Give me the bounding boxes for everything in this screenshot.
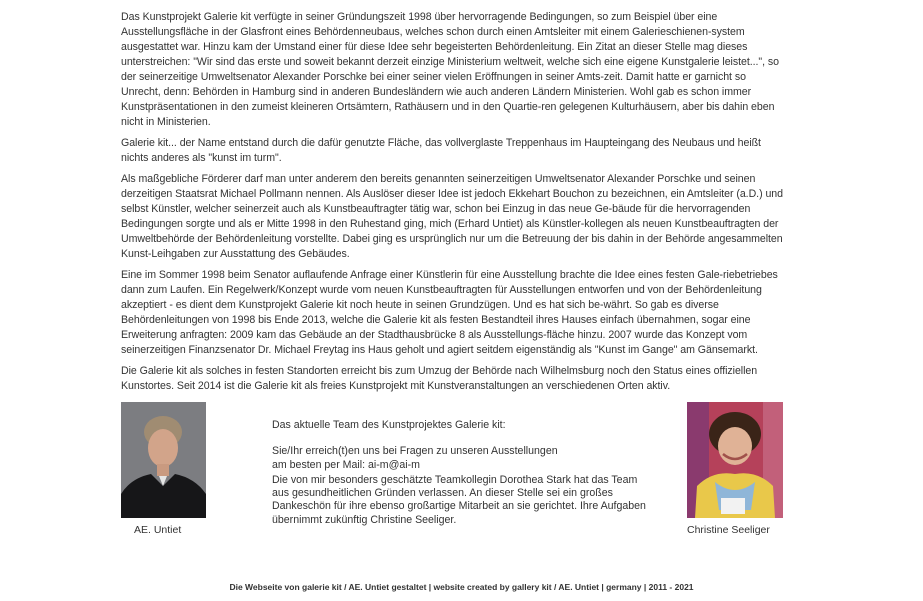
team-section [0, 401, 923, 546]
portrait-man-icon [121, 402, 206, 518]
team-info [272, 419, 652, 527]
article-body [121, 10, 786, 400]
team-farewell: Die von mir besonders geschätzte Teamkollegin Dorothea Stark hat das Team aus gesundheitlichen Gründen verlassen. An dieser Stelle sei ein großes Dankeschön für ihre ebenso großartige Mitarbeit an sie gerichtet. Ihre Aufgaben übernimmt zukünftig Christine Seeliger. [272, 473, 646, 526]
caption-ae-untiet: AE. Untiet [134, 524, 182, 536]
team-heading: Das aktuelle Team des Kunstprojektes Galerie kit: [272, 419, 506, 431]
paragraph-founding: Das Kunstprojekt Galerie kit verfügte in seiner Gründungszeit 1998 über hervorragende Bedingungen, so zum Beispiel über eine Ausstellungsfläche in der Glasfront eines Behördenneubaus, welches schon durch einen Amtsleiter mit einem Galerieschienen-system ausgestattet war. Hinzu kam der Umstand einer für diese Idee sehr begeisterten Behördenleitung. Ein Zitat an dieser Stelle mag dieses unterstreichen: "Wir sind das erste und soweit bekannt derzeit einzige Ministerium weltweit, welche sich eine eigene Kunstgalerie leistet...", so der seinerzeitige Umweltsenator Alexander Porschke bei einer seiner vielen Eröffnungen in seiner Amts-zeit. Damit hatte er garnicht so Unrecht, denn: Behörden in Hamburg sind in anderen Bundesländern wie auch anderen Ländern Ministerien. Wohl gab es schon immer Kunstpräsentationen in den zumeist kleineren Ortsämtern, Rathäusern und in den Quartie-ren gelegenen Kulturhäusern, aber bis dahin eben nicht in Ministerien. [121, 11, 780, 128]
paragraph-gallery-operation: Eine im Sommer 1998 beim Senator auflaufende Anfrage einer Künstlerin für eine Ausstellung brachte die Idee eines festen Gale-riebetriebes dann zum Laufen. Ein Regelwerk/Konzept wurde vom neuen Kunstbeauftragten für Ausstellungen entworfen und von der Behördenleitung akzeptiert - es dient dem Kunstprojekt Galerie kit noch heute in seinen Grundzügen. Und es hat sich be-währt. So gab es diverse Behördenleitungen von 1998 bis Ende 2013, welche die Galerie kit als festen Bestandteil ihres Hauses einfach übernahmen, sogar eine Erweiterung anfragten: 2009 kam das Gebäude an der Stadthausbrücke 8 als Ausstellungs-fläche hinzu. 2007 wurde das Konzept vom seinerzeitigen Finanzsenator Dr. Michael Freytag ins Haus geholt und agiert seitdem eigenständig als "Kunst im Gange" am Gänsemarkt. [121, 269, 778, 356]
portrait-woman-icon [687, 402, 783, 518]
paragraph-sponsors: Als maßgebliche Förderer darf man unter anderem den bereits genannten seinerzeitigen Umweltsenator Alexander Porschke und seinen derzeitigen Staatsrat Michael Pollmann nennen. Als Auslöser dieser Idee ist jedoch Ekkehart Bouchon zu bezeichnen, ein Amtsleiter (a.D.) und selbst Künstler, welcher seinerzeit auch als Kunstbeauftragter tätig war, schon bei Einzug in das neue Ge-bäude für die hervorragenden Bedingungen sorgte und als er Mitte 1998 in den Ruhestand ging, mich (Erhard Untiet) als Künstler-kollegen als neuen Kunstbeauftragten der Umweltbehörde der Behördenleitung vorstellte. Dabei ging es ursprünglich nur um die Betreuung der bis dahin in der Behörde angesammelten Kunst-Leihgaben zur Ausstattung des Gebäudes. [121, 173, 783, 260]
team-contact-line1: Sie/Ihr erreich(t)en uns bei Fragen zu unseren Ausstellungen [272, 445, 558, 458]
paragraph-current-status: Die Galerie kit als solches in festen Standorten erreicht bis zum Umzug der Behörde nach Wilhelmsburg noch den Status eines offiziellen Kunstortes. Seit 2014 ist die Galerie kit als freies Kunstprojekt mit Kunstveranstaltungen an verschiedenen Orten aktiv. [121, 365, 758, 392]
photo-ae-untiet [121, 402, 206, 518]
photo-christine-seeliger [687, 402, 783, 518]
paragraph-name-origin: Galerie kit... der Name entstand durch die dafür genutzte Fläche, das vollverglaste Treppenhaus im Haupteingang des Neubaus und heißt nichts anderes als "kunst im turm". [121, 137, 761, 164]
team-contact-line2: am besten per Mail: ai-m@ai-m [272, 458, 420, 471]
caption-christine-seeliger: Christine Seeliger [687, 524, 770, 536]
footer-credits: Die Webseite von galerie kit / AE. Untiet gestaltet | website created by gallery kit / AE. Untiet | germany | 2011 - 2021 [229, 582, 694, 592]
